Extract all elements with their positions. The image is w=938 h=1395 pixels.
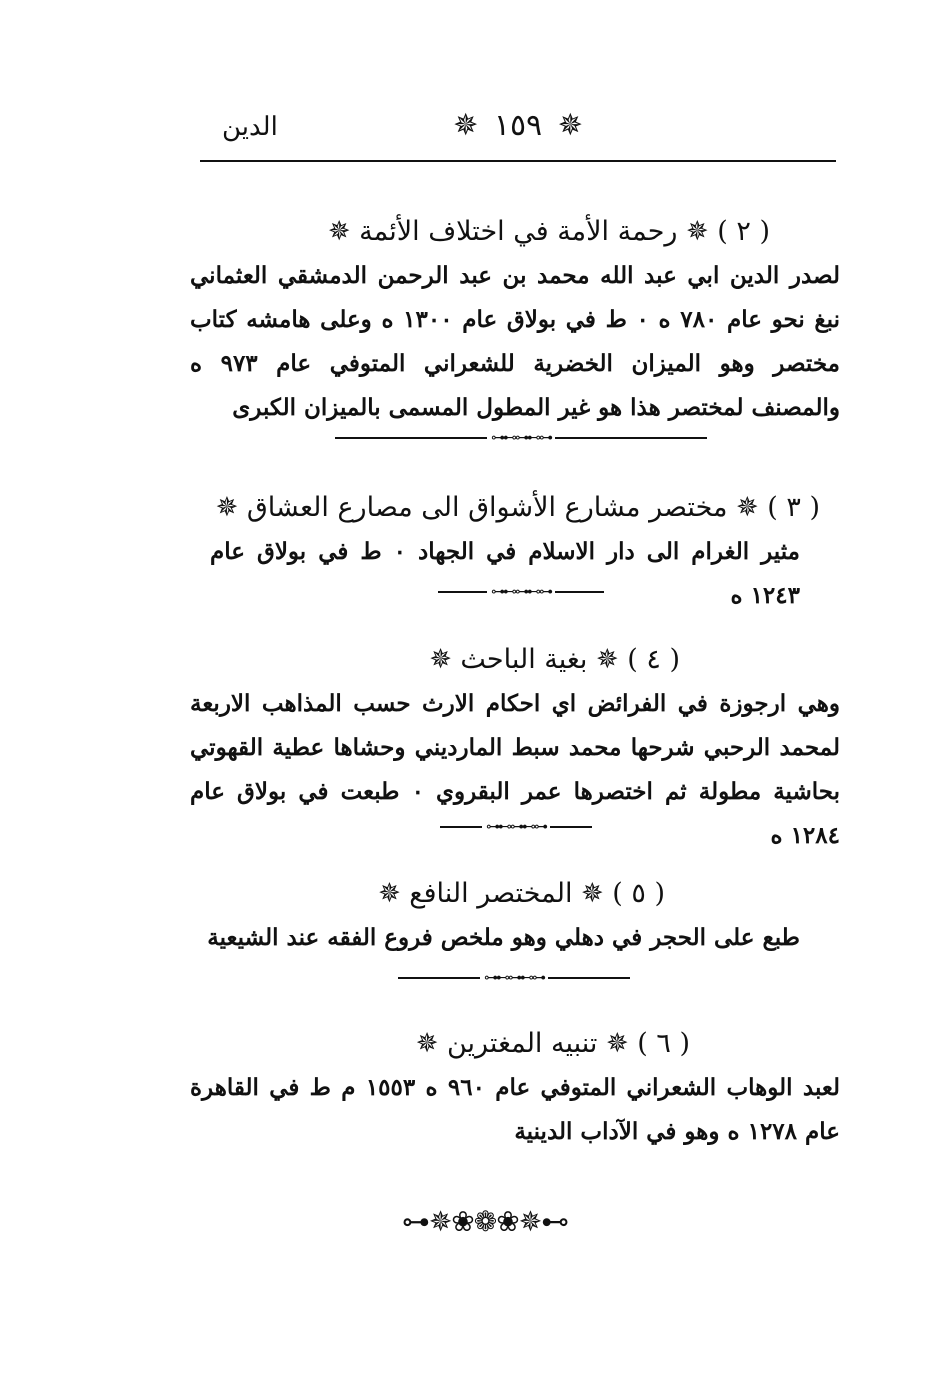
entry-title: ( ٣ ) ✵ مختصر مشارع الأشواق الى مصارع العشاق ✵ — [215, 492, 820, 523]
divider-knot-icon: ⊶⊷⊶⊷⊶ — [480, 971, 548, 985]
divider-ornament — [398, 971, 630, 985]
page-number-text: ١٥٩ — [493, 108, 543, 143]
page-number — [200, 108, 836, 143]
entry-2 — [190, 210, 840, 430]
star-ornament-icon: ✵ — [557, 108, 583, 143]
entry-title: ( ٥ ) ✵ المختصر النافع ✵ — [378, 878, 665, 909]
entry-body: مثير الغرام الى دار الاسلام في الجهاد ٠ ط في بولاق عام ١٢٤٣ ه — [210, 538, 800, 609]
divider-ornament — [440, 820, 592, 834]
header-rule — [200, 160, 836, 162]
entry-title: ( ٤ ) ✵ بغية الباحث ✵ — [429, 644, 680, 675]
entry-body: وهي ارجوزة في الفرائض اي احكام الارث حسب المذاهب الاربعة لمحمد الرحبي شرحها محمد سبط المارديني وحشاها عطية القهوتي بحاشية مطولة ثم اختصرها عمر البقروي ٠ طبعت في بولاق عام ١٢٨٤ ه — [190, 690, 841, 849]
divider-knot-icon: ⊶⊷⊶⊷⊶ — [487, 585, 555, 599]
entry-5 — [190, 872, 840, 960]
entry-body: لصدر الدين ابي عبد الله محمد بن عبد الرحمن الدمشقي العثماني نبغ نحو عام ٧٨٠ ه ٠ ط في بولاق عام ١٣٠٠ ه وعلى هامشه كتاب مختصر وهو الميزان الخضرية للشعراني المتوفي عام ٩٧٣ ه والمصنف لمختصر هذا هو غير المطول المسمى بالميزان الكبرى — [190, 262, 840, 421]
divider-knot-icon: ⊶⊷⊶⊷⊶ — [487, 431, 555, 445]
running-head-section: الدين — [222, 112, 278, 142]
entry-title: ( ٢ ) ✵ رحمة الأمة في اختلاف الأئمة ✵ — [327, 216, 770, 247]
divider-knot-icon: ⊶⊷⊶⊷⊶ — [482, 820, 550, 834]
entry-body: لعبد الوهاب الشعراني المتوفي عام ٩٦٠ ه ١٥٥٣ م ط في القاهرة عام ١٢٧٨ ه وهو في الآداب الدينية — [190, 1074, 840, 1145]
star-ornament-icon: ✵ — [453, 108, 479, 143]
entry-6 — [190, 1022, 840, 1154]
divider-ornament — [335, 431, 707, 445]
end-ornament-icon: ⊶✵❀❁❀✵⊷ — [401, 1205, 569, 1238]
entry-body: طبع على الحجر في دهلي وهو ملخص فروع الفقه عند الشيعية — [207, 924, 800, 951]
divider-ornament — [438, 585, 604, 599]
page-header — [200, 98, 836, 158]
entry-title: ( ٦ ) ✵ تنبيه المغترين ✵ — [415, 1028, 690, 1059]
